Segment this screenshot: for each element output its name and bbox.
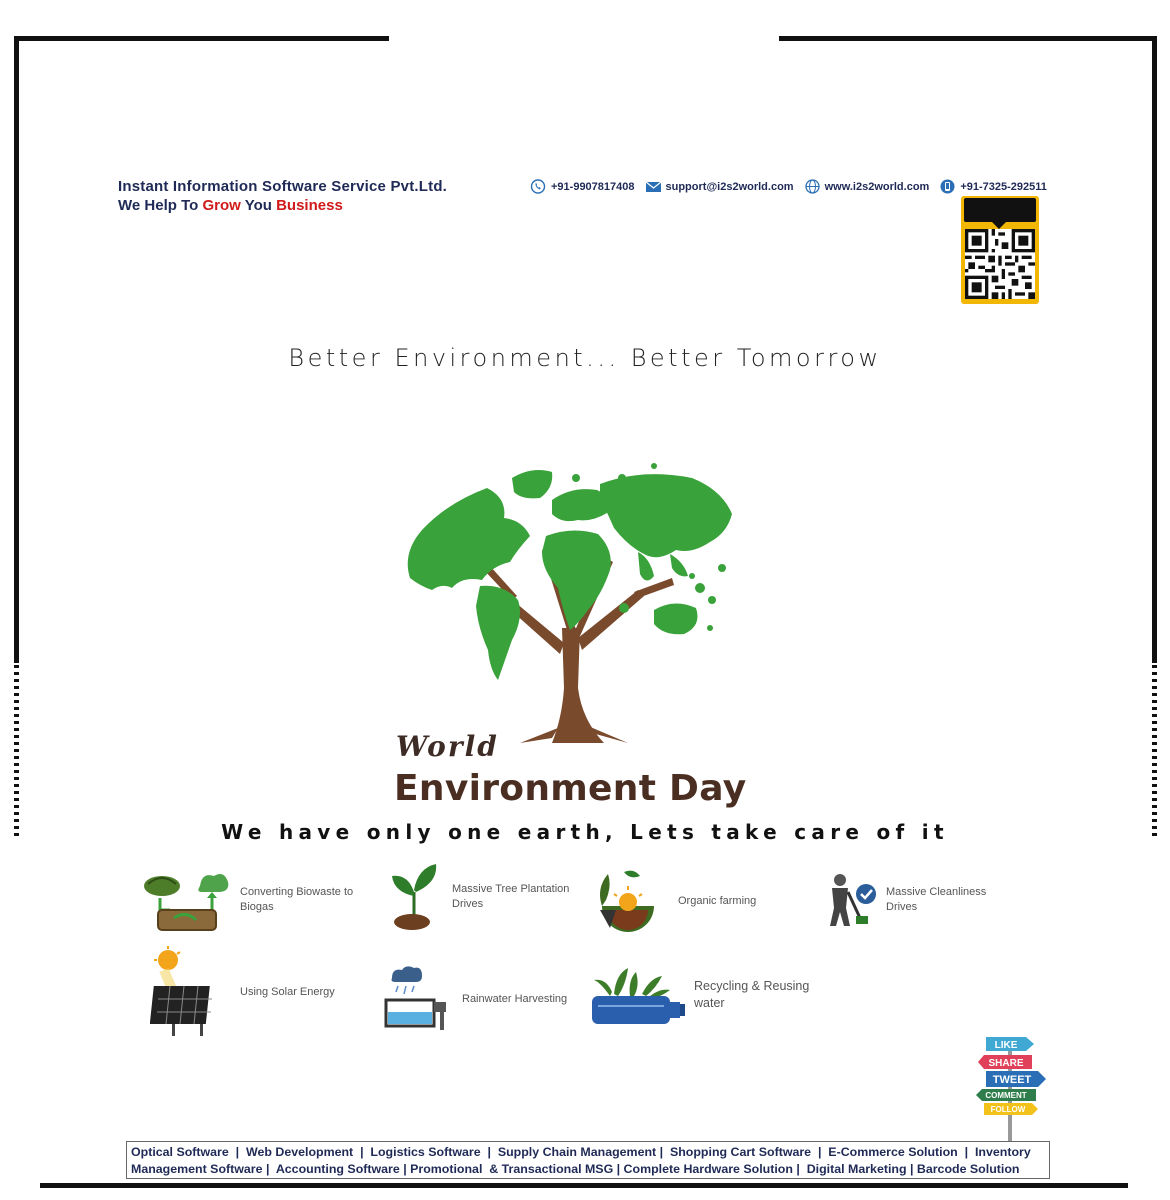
services-line1: Optical Software | Web Development | Logistics Software | Supply Chain Management | Shopping Cart Software | E-Commerce Solution | Inventory — [131, 1145, 1031, 1159]
tagline-grow: Grow — [202, 197, 241, 214]
social-signpost-icon[interactable] — [974, 1033, 1052, 1143]
sapling-icon — [388, 862, 444, 932]
mail-icon — [645, 179, 662, 194]
title-world: World — [396, 730, 499, 763]
feature-plantation — [388, 862, 569, 932]
world-tree-icon — [392, 458, 752, 743]
tagline — [118, 197, 447, 214]
sign-follow: FOLLOW — [990, 1105, 1026, 1114]
frame-top-right — [779, 36, 1157, 41]
recycling-label-line2: water — [694, 996, 725, 1010]
cleaning-icon — [822, 872, 878, 928]
cleanliness-label — [886, 885, 986, 915]
qr-code-card[interactable] — [961, 196, 1039, 304]
recycling-label — [694, 978, 809, 1012]
frame-dashes-left — [14, 665, 19, 840]
plantation-label-line2: Drives — [452, 898, 484, 910]
feature-recycling — [590, 962, 809, 1028]
title-environment-day: Environment Day — [394, 768, 747, 809]
cleanliness-label-line2: Drives — [886, 901, 918, 913]
services-line2: Management Software | Accounting Software | Promotional & Transactional MSG | Complete Hardware Solution | Digital Marketing | Barcode Solution — [131, 1162, 1020, 1176]
frame-bottom — [40, 1183, 1128, 1188]
frame-top-left — [14, 36, 389, 41]
recycled-bottle-planter-icon — [590, 962, 686, 1028]
feature-organic — [594, 866, 756, 936]
email-text: support@i2s2world.com — [665, 180, 794, 193]
phone1-text: +91-9907817408 — [551, 180, 635, 193]
plantation-label — [452, 882, 569, 912]
company-name: Instant Information Software Service Pvt.Ltd. — [118, 178, 448, 195]
feature-solar — [150, 946, 335, 1038]
rainwater-icon — [382, 964, 452, 1034]
biogas-label — [240, 885, 353, 915]
feature-cleanliness — [822, 872, 986, 928]
services-footer — [126, 1141, 1050, 1179]
solar-panel-icon — [150, 946, 220, 1038]
biogas-label-line2: Biogas — [240, 901, 274, 913]
phone-icon — [530, 179, 547, 194]
rainwater-label: Rainwater Harvesting — [462, 992, 568, 1005]
slogan: We have only one earth, Lets take care of it — [221, 820, 949, 844]
tagline-business: Business — [276, 197, 343, 214]
qr-code-icon — [965, 229, 1035, 299]
company-block — [118, 178, 447, 214]
headline: Better Environment... Better Tomorrow — [288, 344, 882, 372]
sign-share: SHARE — [988, 1058, 1024, 1069]
qr-notch — [992, 222, 1006, 229]
recycling-label-line1: Recycling & Reusing — [694, 979, 810, 993]
sign-comment: COMMENT — [985, 1091, 1027, 1100]
tagline-prefix: We Help To — [118, 197, 199, 214]
website-text: www.i2s2world.com — [824, 180, 930, 193]
feature-biogas — [140, 866, 353, 934]
qr-tab — [964, 198, 1036, 222]
contact-bar — [530, 179, 1051, 194]
phone2-text: +91-7325-292511 — [960, 180, 1047, 193]
cleanliness-label-line1: Massive Cleanliness — [886, 886, 987, 898]
contact-email[interactable] — [645, 179, 794, 194]
feature-rainwater — [382, 964, 567, 1034]
contact-phone2[interactable] — [939, 179, 1047, 194]
mobile-support-icon — [939, 179, 956, 194]
organic-farming-icon — [594, 866, 662, 936]
sign-like: LIKE — [994, 1040, 1018, 1051]
globe-icon — [804, 179, 821, 194]
plantation-label-line1: Massive Tree Plantation — [452, 883, 570, 895]
biogas-icon — [140, 866, 232, 934]
organic-label: Organic farming — [678, 894, 757, 907]
solar-label: Using Solar Energy — [240, 985, 335, 998]
sign-tweet: TWEET — [992, 1074, 1032, 1086]
contact-phone1[interactable] — [530, 179, 635, 194]
tagline-mid: You — [244, 197, 272, 214]
frame-dashes-right — [1152, 665, 1157, 840]
contact-website[interactable] — [804, 179, 930, 194]
biogas-label-line1: Converting Biowaste to — [240, 886, 354, 898]
